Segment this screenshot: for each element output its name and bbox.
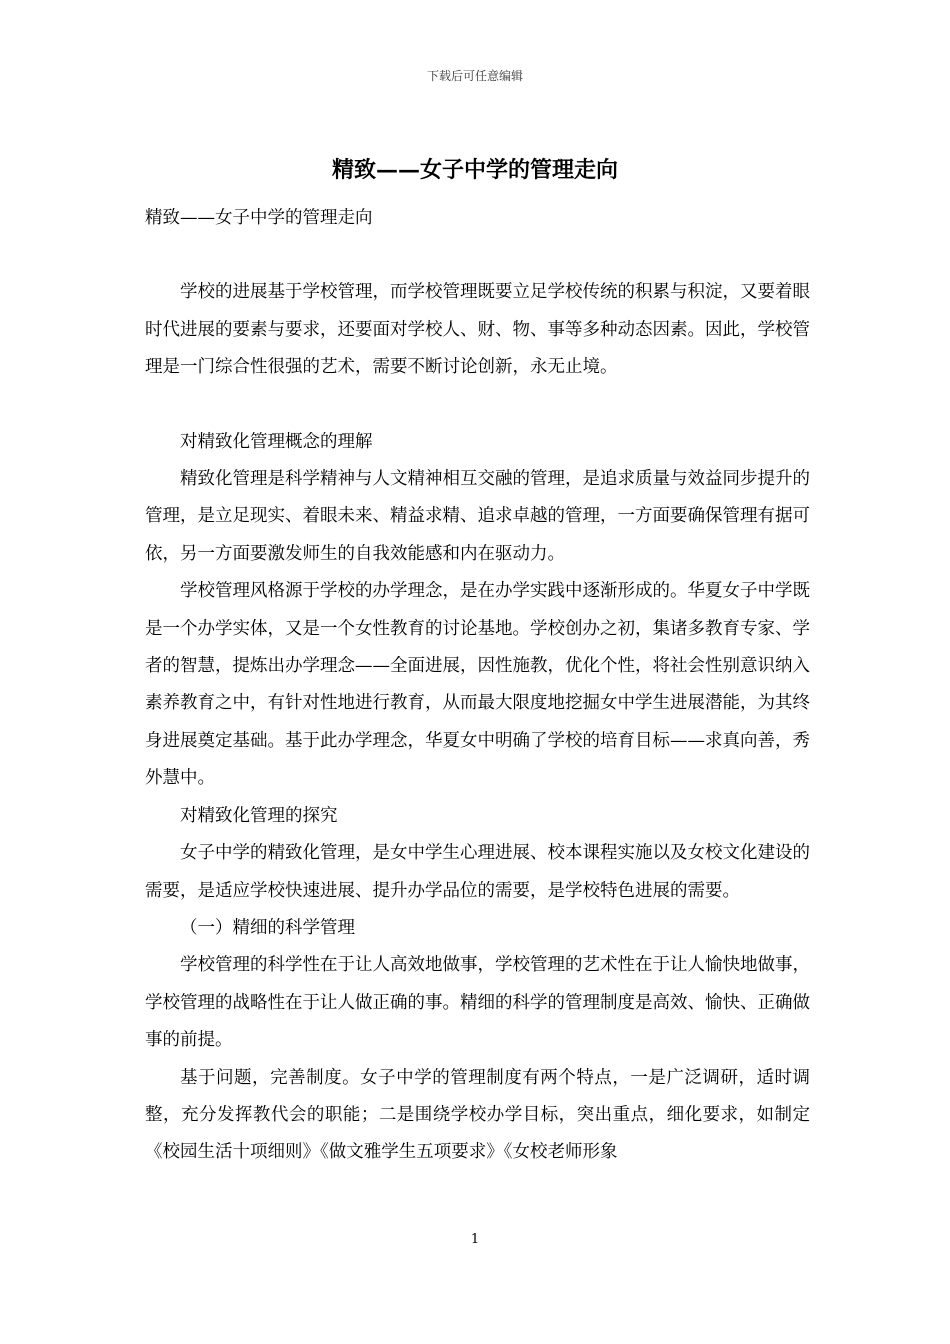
paragraph-concept: 精致化管理是科学精神与人文精神相互交融的管理，是追求质量与效益同步提升的管理，是立足现实、着眼未来、精益求精、追求卓越的管理，一方面要确保管理有据可依，另一方面要激发师生的自我效能感和内在驱动力。: [145, 469, 810, 564]
subsection-heading-scientific: （一）精细的科学管理: [180, 917, 355, 938]
page-number: 1: [470, 1232, 480, 1247]
paragraph-system: 基于问题，完善制度。女子中学的管理制度有两个特点，一是广泛调研，适时调整，充分发挥教代会的职能；二是围绕学校办学目标，突出重点，细化要求，如制定《校园生活十项细则》《做文雅学生五项要求》《女校老师形象: [145, 1067, 810, 1163]
paragraph-scientific: 学校管理的科学性在于让人高效地做事，学校管理的艺术性在于让人愉快地做事，学校管理的战略性在于让人做正确的事。精细的科学的管理制度是高效、愉快、正确做事的前提。: [145, 955, 810, 1051]
section-heading-concept: 对精致化管理概念的理解: [180, 431, 373, 452]
blank-line: [145, 237, 810, 274]
blank-line: [145, 387, 810, 424]
paragraph-intro: 学校的进展基于学校管理，而学校管理既要立足学校传统的积累与积淀，又要着眼时代进展的要素与要求，还要面对学校人、财、物、事等多种动态因素。因此，学校管理是一门综合性很强的艺术，需要不断讨论创新，永无止境。: [145, 282, 810, 378]
paragraph-exploration: 女子中学的精致化管理，是女中学生心理进展、校本课程实施以及女校文化建设的需要，是适应学校快速进展、提升办学品位的需要，是学校特色进展的需要。: [145, 843, 810, 901]
document-subtitle: 精致——女子中学的管理走向: [145, 208, 373, 228]
document-body: [145, 200, 810, 1172]
page-header-note: 下载后可任意编辑: [426, 69, 523, 83]
paragraph-philosophy: 学校管理风格源于学校的办学理念，是在办学实践中逐渐形成的。华夏女子中学既是一个办学实体，又是一个女性教育的讨论基地。学校创办之初，集诸多教育专家、学者的智慧，提炼出办学理念——全面进展，因性施教，优化个性，将社会性别意识纳入素养教育之中，有针对性地进行教育，从而最大限度地挖掘女中学生进展潜能，为其终身进展奠定基础。基于此办学理念，华夏女中明确了学校的培育目标——求真向善，秀外慧中。: [145, 581, 810, 789]
section-heading-exploration: 对精致化管理的探究: [180, 805, 338, 826]
document-title: 精致——女子中学的管理走向: [331, 157, 618, 183]
